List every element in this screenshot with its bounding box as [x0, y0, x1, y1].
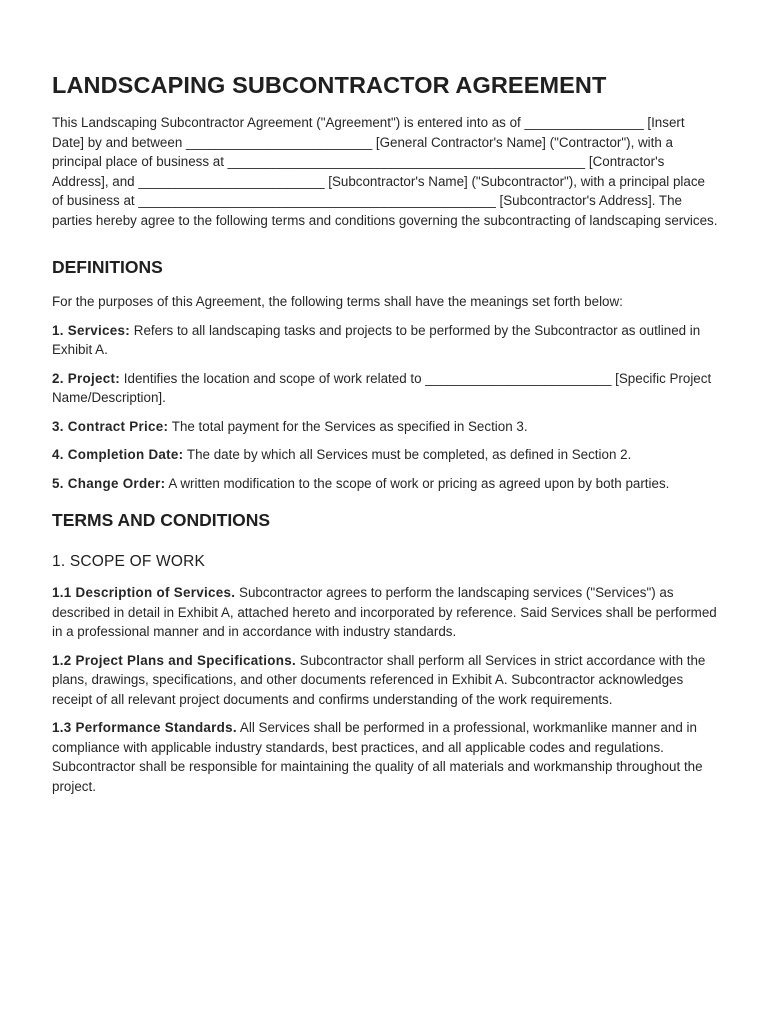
definition-item	[52, 474, 718, 494]
definition-item	[52, 445, 718, 465]
clause-term: 1.3 Performance Standards.	[52, 720, 237, 735]
terms-section	[52, 507, 718, 796]
definition-item	[52, 369, 718, 408]
definition-text: The date by which all Services must be completed, as defined in Section 2.	[186, 447, 632, 462]
intro-paragraph: This Landscaping Subcontractor Agreement ("Agreement") is entered into as of ________________ [Insert Date] by and between _________________________ [General Contractor's Name] ("Contractor"), with a principal place of business at ________________________________________________ [Contractor's Address], and _________________________ [Subcontractor's Name] ("Subcontractor"), with a principal place of business at ________________________________________________ [Subcontractor's Address]. The parties hereby agree to the following terms and conditions governing the subcontracting of landscaping services.	[52, 115, 718, 228]
definition-term: 1. Services:	[52, 322, 131, 338]
clause-text: Subcontractor shall perform all Services in strict accordance with the plans, drawings, specifications, and other documents referenced in Exhibit A. Subcontractor acknowledges receipt of all relevant project documents and confirms understanding of the work requirements.	[52, 652, 706, 707]
definitions-lead: For the purposes of this Agreement, the following terms shall have the meanings set forth below:	[52, 294, 623, 309]
clause-text: Subcontractor agrees to perform the landscaping services ("Services") as described in detail in Exhibit A, attached hereto and incorporated by reference. Said Services shall be performed in a professional manner and in accordance with industry standards.	[52, 585, 717, 639]
clause-item	[52, 583, 718, 642]
definition-text: The total payment for the Services as specified in Section 3.	[171, 418, 528, 434]
document-title: LANDSCAPING SUBCONTRACTOR AGREEMENT	[52, 72, 607, 98]
definition-term: 3. Contract Price:	[52, 418, 169, 434]
definition-text: Refers to all landscaping tasks and projects to be performed by the Subcontractor as outlined in Exhibit A.	[52, 322, 701, 357]
scope-of-work-heading: 1. SCOPE OF WORK	[52, 553, 206, 570]
clause-term: 1.1 Description of Services.	[52, 585, 236, 600]
terms-heading: TERMS AND CONDITIONS	[52, 510, 271, 530]
clause-term: 1.2 Project Plans and Specifications.	[52, 652, 297, 668]
clause-item	[52, 651, 718, 710]
clause-item	[52, 718, 718, 796]
clause-text: All Services shall be performed in a professional, workmanlike manner and in compliance with applicable industry standards, best practices, and all applicable codes and regulations. Subcontractor shall be responsible for maintaining the quality of all materials and workmanship throughout the project.	[52, 720, 703, 794]
definitions-heading: DEFINITIONS	[52, 257, 163, 277]
definition-term: 2. Project:	[52, 370, 121, 386]
definition-term: 5. Change Order:	[52, 475, 166, 491]
definition-item	[52, 321, 718, 360]
definition-term: 4. Completion Date:	[52, 447, 184, 462]
definition-item	[52, 417, 718, 437]
scope-of-work-section	[52, 551, 718, 796]
definition-text: Identifies the location and scope of work related to _________________________ [Specific Project Name/Description].	[52, 370, 712, 405]
definition-text: A written modification to the scope of work or pricing as agreed upon by both parties.	[168, 475, 670, 491]
definitions-section	[52, 254, 718, 493]
